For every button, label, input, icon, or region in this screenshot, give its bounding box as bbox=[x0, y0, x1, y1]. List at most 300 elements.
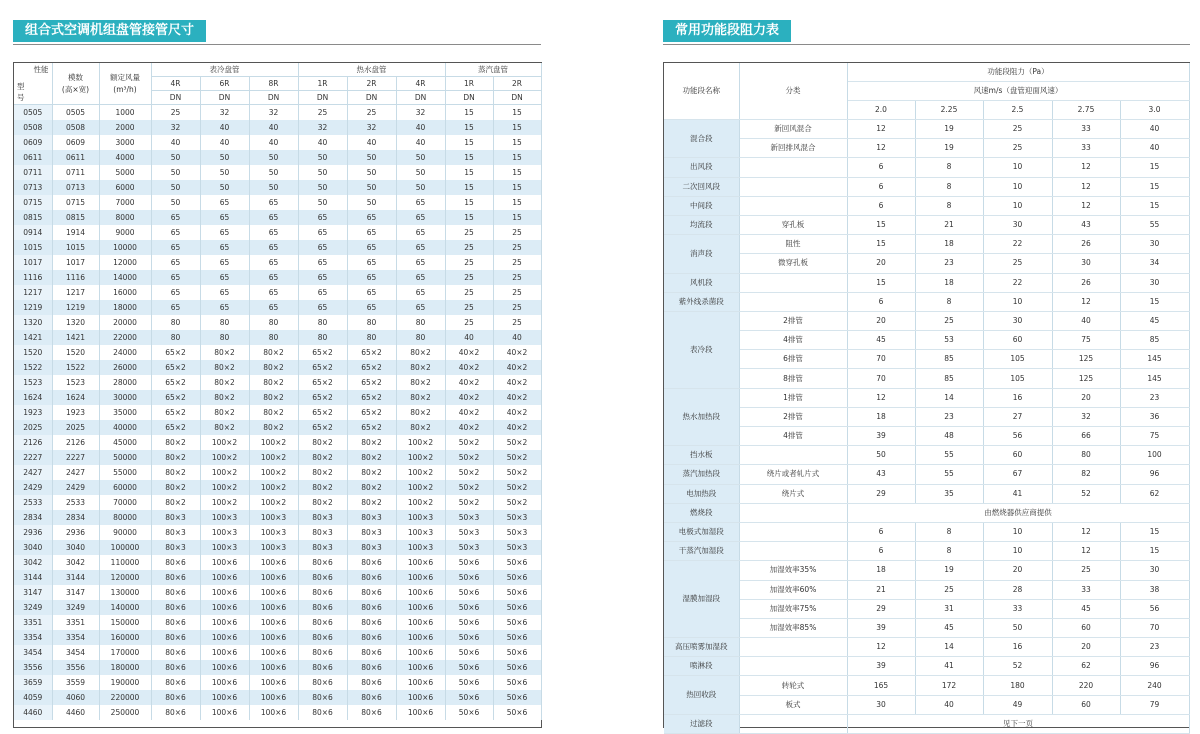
resistance-value: 10 bbox=[983, 292, 1052, 311]
table-cell: 80×2 bbox=[151, 465, 200, 480]
resistance-value: 28 bbox=[983, 580, 1052, 599]
table-cell: 190000 bbox=[99, 675, 151, 690]
model-cell: 3351 bbox=[14, 615, 52, 630]
table-cell: 25 bbox=[445, 270, 493, 285]
header-speed-value: 2.75 bbox=[1052, 101, 1120, 120]
table-cell: 100×3 bbox=[200, 510, 249, 525]
table-cell: 80×6 bbox=[298, 585, 347, 600]
table-cell: 50×6 bbox=[445, 570, 493, 585]
table-cell: 16000 bbox=[99, 285, 151, 300]
resistance-value: 25 bbox=[983, 139, 1052, 158]
table-cell: 65 bbox=[249, 285, 298, 300]
table-cell: 100×2 bbox=[396, 465, 445, 480]
note-cell: 由燃烧器供应商提供 bbox=[847, 503, 1189, 522]
coil-connection-table bbox=[14, 63, 542, 720]
table-row bbox=[14, 600, 541, 615]
table-cell: 28000 bbox=[99, 375, 151, 390]
table-cell: 100×2 bbox=[249, 480, 298, 495]
resistance-value: 6 bbox=[847, 522, 915, 541]
table-cell: 80×2 bbox=[298, 450, 347, 465]
table-cell: 100×2 bbox=[200, 465, 249, 480]
resistance-value: 55 bbox=[915, 446, 983, 465]
table-cell: 65×2 bbox=[298, 375, 347, 390]
table-row bbox=[664, 235, 1189, 254]
table-cell: 65×2 bbox=[151, 345, 200, 360]
table-cell: 1017 bbox=[52, 255, 99, 270]
table-row bbox=[14, 510, 541, 525]
resistance-value: 70 bbox=[847, 350, 915, 369]
table-cell: 25 bbox=[445, 255, 493, 270]
table-cell: 65×2 bbox=[151, 405, 200, 420]
table-row bbox=[664, 120, 1189, 139]
resistance-value: 53 bbox=[915, 331, 983, 350]
table-cell: 25 bbox=[493, 300, 541, 315]
table-cell: 40×2 bbox=[493, 345, 541, 360]
table-row bbox=[14, 285, 541, 300]
table-cell: 65 bbox=[151, 255, 200, 270]
table-cell: 80×6 bbox=[347, 585, 396, 600]
header-air-speed: 风速m/s（盘管迎面风速） bbox=[847, 82, 1189, 101]
table-cell: 65 bbox=[151, 225, 200, 240]
table-cell: 50000 bbox=[99, 450, 151, 465]
model-cell: 0715 bbox=[14, 195, 52, 210]
table-cell: 65 bbox=[200, 210, 249, 225]
table-cell: 50×3 bbox=[493, 510, 541, 525]
table-cell: 20000 bbox=[99, 315, 151, 330]
section-name-cell: 热回收段 bbox=[664, 676, 739, 714]
right-section-header bbox=[663, 20, 1190, 46]
table-cell: 2227 bbox=[52, 450, 99, 465]
table-row bbox=[14, 195, 541, 210]
table-cell: 50 bbox=[347, 165, 396, 180]
section-name-cell: 电加热段 bbox=[664, 484, 739, 503]
section-name-cell: 燃烧段 bbox=[664, 503, 739, 522]
resistance-value: 18 bbox=[915, 273, 983, 292]
table-row bbox=[14, 615, 541, 630]
table-cell: 65×2 bbox=[298, 420, 347, 435]
table-cell: 50×6 bbox=[493, 690, 541, 705]
table-cell: 50 bbox=[298, 180, 347, 195]
category-cell: 阻性 bbox=[739, 235, 847, 254]
table-cell: 100×6 bbox=[249, 585, 298, 600]
table-cell: 2834 bbox=[52, 510, 99, 525]
table-cell: 15 bbox=[493, 180, 541, 195]
resistance-value: 220 bbox=[1052, 676, 1120, 695]
category-cell: 加湿效率75% bbox=[739, 599, 847, 618]
table-cell: 80×6 bbox=[151, 690, 200, 705]
table-cell: 80 bbox=[396, 330, 445, 345]
table-row bbox=[14, 345, 541, 360]
resistance-value: 66 bbox=[1052, 427, 1120, 446]
resistance-value: 31 bbox=[915, 599, 983, 618]
table-cell: 15 bbox=[445, 180, 493, 195]
right-title-underline bbox=[663, 44, 1190, 45]
table-row bbox=[14, 120, 541, 135]
table-row bbox=[14, 690, 541, 705]
resistance-value: 25 bbox=[915, 311, 983, 330]
resistance-value: 82 bbox=[1052, 465, 1120, 484]
resistance-value: 30 bbox=[1052, 254, 1120, 273]
resistance-value: 29 bbox=[847, 484, 915, 503]
table-cell: 80×2 bbox=[151, 495, 200, 510]
table-cell: 80×2 bbox=[396, 345, 445, 360]
table-cell: 65 bbox=[396, 270, 445, 285]
table-cell: 65 bbox=[151, 285, 200, 300]
table-row bbox=[14, 495, 541, 510]
category-cell bbox=[739, 196, 847, 215]
table-cell: 40 bbox=[445, 330, 493, 345]
table-cell: 180000 bbox=[99, 660, 151, 675]
section-name-cell: 二次回风段 bbox=[664, 177, 739, 196]
header-resistance: 功能段阻力（Pa） bbox=[847, 63, 1189, 82]
model-cell: 0611 bbox=[14, 150, 52, 165]
table-cell: 32 bbox=[249, 105, 298, 121]
table-row bbox=[14, 450, 541, 465]
table-row bbox=[14, 105, 541, 121]
table-row bbox=[14, 405, 541, 420]
header-coil-rows: 2R bbox=[493, 77, 541, 91]
resistance-value: 41 bbox=[915, 657, 983, 676]
table-row bbox=[664, 522, 1189, 541]
table-cell: 80×6 bbox=[151, 615, 200, 630]
table-cell: 65 bbox=[298, 300, 347, 315]
model-cell: 1217 bbox=[14, 285, 52, 300]
table-cell: 80000 bbox=[99, 510, 151, 525]
table-cell: 50 bbox=[347, 150, 396, 165]
table-cell: 50×2 bbox=[445, 435, 493, 450]
table-cell: 80×2 bbox=[200, 420, 249, 435]
table-cell: 1000 bbox=[99, 105, 151, 121]
table-cell: 4460 bbox=[52, 705, 99, 720]
table-cell: 100×6 bbox=[396, 705, 445, 720]
table-cell: 80×3 bbox=[347, 525, 396, 540]
table-cell: 65 bbox=[249, 255, 298, 270]
table-cell: 25 bbox=[493, 315, 541, 330]
resistance-value: 30 bbox=[1120, 561, 1189, 580]
table-cell: 50×2 bbox=[493, 465, 541, 480]
model-cell: 1522 bbox=[14, 360, 52, 375]
resistance-value: 6 bbox=[847, 158, 915, 177]
table-cell: 60000 bbox=[99, 480, 151, 495]
resistance-value: 40 bbox=[1052, 311, 1120, 330]
table-cell: 25 bbox=[493, 240, 541, 255]
table-cell: 80×6 bbox=[347, 615, 396, 630]
resistance-value: 15 bbox=[1120, 292, 1189, 311]
table-cell: 25 bbox=[151, 105, 200, 121]
resistance-value: 10 bbox=[983, 522, 1052, 541]
model-cell: 2227 bbox=[14, 450, 52, 465]
model-cell: 3249 bbox=[14, 600, 52, 615]
table-cell: 50 bbox=[396, 150, 445, 165]
resistance-value: 12 bbox=[1052, 158, 1120, 177]
table-cell: 0611 bbox=[52, 150, 99, 165]
table-cell: 65 bbox=[396, 255, 445, 270]
table-cell: 32 bbox=[200, 105, 249, 121]
table-cell: 100×3 bbox=[396, 510, 445, 525]
table-cell: 7000 bbox=[99, 195, 151, 210]
category-cell: 4排管 bbox=[739, 331, 847, 350]
model-cell: 1320 bbox=[14, 315, 52, 330]
section-name-cell: 湿膜加湿段 bbox=[664, 561, 739, 638]
model-cell: 2427 bbox=[14, 465, 52, 480]
table-cell: 80×6 bbox=[347, 675, 396, 690]
resistance-value: 25 bbox=[983, 254, 1052, 273]
left-table-title: 组合式空调机组盘管接管尺寸 bbox=[13, 20, 206, 42]
table-cell: 100×6 bbox=[249, 645, 298, 660]
table-cell: 18000 bbox=[99, 300, 151, 315]
table-row bbox=[14, 525, 541, 540]
table-cell: 100×6 bbox=[200, 615, 249, 630]
table-row bbox=[664, 580, 1189, 599]
resistance-value: 50 bbox=[847, 446, 915, 465]
table-cell: 80×6 bbox=[151, 585, 200, 600]
table-cell: 100×6 bbox=[249, 615, 298, 630]
table-cell: 80×2 bbox=[200, 405, 249, 420]
table-cell: 80×2 bbox=[298, 465, 347, 480]
table-cell: 50×6 bbox=[445, 585, 493, 600]
table-cell: 110000 bbox=[99, 555, 151, 570]
table-cell: 170000 bbox=[99, 645, 151, 660]
table-cell: 100×6 bbox=[396, 555, 445, 570]
table-cell: 45000 bbox=[99, 435, 151, 450]
resistance-value: 22 bbox=[983, 273, 1052, 292]
resistance-value: 52 bbox=[983, 657, 1052, 676]
section-name-cell: 紫外线杀菌段 bbox=[664, 292, 739, 311]
table-cell: 15 bbox=[493, 195, 541, 210]
table-cell: 50 bbox=[151, 150, 200, 165]
resistance-value: 25 bbox=[915, 580, 983, 599]
table-cell: 1522 bbox=[52, 360, 99, 375]
section-name-cell: 挡水板 bbox=[664, 446, 739, 465]
resistance-value: 8 bbox=[915, 542, 983, 561]
table-cell: 15 bbox=[445, 165, 493, 180]
table-cell: 50×6 bbox=[445, 555, 493, 570]
table-cell: 15 bbox=[445, 195, 493, 210]
table-cell: 40000 bbox=[99, 420, 151, 435]
table-cell: 65 bbox=[200, 255, 249, 270]
table-row bbox=[14, 675, 541, 690]
table-cell: 80×2 bbox=[200, 390, 249, 405]
table-row bbox=[14, 150, 541, 165]
header-coil-rows: 8R bbox=[249, 77, 298, 91]
resistance-value: 60 bbox=[1052, 618, 1120, 637]
table-cell: 80 bbox=[200, 315, 249, 330]
table-cell: 1520 bbox=[52, 345, 99, 360]
model-cell: 0505 bbox=[14, 105, 52, 121]
table-cell: 65 bbox=[396, 195, 445, 210]
table-cell: 100×6 bbox=[200, 600, 249, 615]
resistance-value: 16 bbox=[983, 638, 1052, 657]
table-cell: 8000 bbox=[99, 210, 151, 225]
table-cell: 80×3 bbox=[347, 540, 396, 555]
table-cell: 50×3 bbox=[445, 510, 493, 525]
table-cell: 3000 bbox=[99, 135, 151, 150]
table-cell: 80×2 bbox=[249, 375, 298, 390]
table-cell: 65×2 bbox=[298, 405, 347, 420]
table-row bbox=[664, 273, 1189, 292]
model-cell: 1923 bbox=[14, 405, 52, 420]
resistance-value: 35 bbox=[915, 484, 983, 503]
category-cell bbox=[739, 446, 847, 465]
resistance-value: 75 bbox=[1052, 331, 1120, 350]
resistance-value: 240 bbox=[1120, 676, 1189, 695]
table-cell: 65 bbox=[347, 255, 396, 270]
table-cell: 40×2 bbox=[445, 360, 493, 375]
category-cell: 1排管 bbox=[739, 388, 847, 407]
table-cell: 15 bbox=[493, 135, 541, 150]
table-cell: 65 bbox=[298, 240, 347, 255]
header-dn: DN bbox=[249, 91, 298, 105]
table-cell: 80×2 bbox=[298, 495, 347, 510]
table-cell: 50×2 bbox=[493, 435, 541, 450]
table-cell: 100×6 bbox=[249, 690, 298, 705]
resistance-value: 6 bbox=[847, 177, 915, 196]
table-row bbox=[14, 300, 541, 315]
table-cell: 80×3 bbox=[298, 540, 347, 555]
category-cell: 4排管 bbox=[739, 427, 847, 446]
resistance-value: 8 bbox=[915, 158, 983, 177]
table-cell: 15 bbox=[445, 150, 493, 165]
resistance-value: 23 bbox=[1120, 388, 1189, 407]
table-cell: 15 bbox=[493, 120, 541, 135]
table-row bbox=[664, 139, 1189, 158]
table-cell: 25 bbox=[493, 270, 541, 285]
model-cell: 0508 bbox=[14, 120, 52, 135]
model-cell: 2533 bbox=[14, 495, 52, 510]
table-row bbox=[664, 714, 1189, 733]
table-cell: 15 bbox=[445, 105, 493, 121]
table-cell: 50 bbox=[396, 165, 445, 180]
table-cell: 100×6 bbox=[200, 570, 249, 585]
table-cell: 65×2 bbox=[298, 360, 347, 375]
table-row bbox=[664, 561, 1189, 580]
category-cell: 加湿效率60% bbox=[739, 580, 847, 599]
table-cell: 2025 bbox=[52, 420, 99, 435]
table-cell: 0508 bbox=[52, 120, 99, 135]
table-cell: 100×6 bbox=[249, 660, 298, 675]
section-name-cell: 表冷段 bbox=[664, 311, 739, 388]
table-cell: 0711 bbox=[52, 165, 99, 180]
table-cell: 65 bbox=[249, 240, 298, 255]
table-cell: 100×2 bbox=[200, 495, 249, 510]
section-name-cell: 均流段 bbox=[664, 215, 739, 234]
resistance-value: 45 bbox=[1120, 311, 1189, 330]
resistance-value: 30 bbox=[1120, 235, 1189, 254]
resistance-value: 62 bbox=[1052, 657, 1120, 676]
table-row bbox=[14, 705, 541, 720]
model-cell: 1116 bbox=[14, 270, 52, 285]
table-cell: 65 bbox=[396, 300, 445, 315]
table-cell: 50 bbox=[347, 195, 396, 210]
resistance-value: 6 bbox=[847, 542, 915, 561]
table-cell: 2936 bbox=[52, 525, 99, 540]
table-cell: 25 bbox=[347, 105, 396, 121]
section-name-cell: 出风段 bbox=[664, 158, 739, 177]
resistance-value: 40 bbox=[1120, 139, 1189, 158]
resistance-value: 85 bbox=[1120, 331, 1189, 350]
category-cell: 6排管 bbox=[739, 350, 847, 369]
resistance-value: 60 bbox=[1052, 695, 1120, 714]
table-cell: 65 bbox=[347, 270, 396, 285]
table-cell: 25 bbox=[493, 225, 541, 240]
table-cell: 100×6 bbox=[200, 645, 249, 660]
section-name-cell: 干蒸汽加湿段 bbox=[664, 542, 739, 561]
table-cell: 80×2 bbox=[396, 360, 445, 375]
resistance-value: 20 bbox=[847, 311, 915, 330]
resistance-value: 15 bbox=[847, 273, 915, 292]
table-cell: 65 bbox=[298, 285, 347, 300]
table-cell: 80×2 bbox=[347, 495, 396, 510]
table-cell: 80×6 bbox=[347, 630, 396, 645]
table-cell: 65 bbox=[200, 300, 249, 315]
resistance-value: 36 bbox=[1120, 407, 1189, 426]
resistance-value: 70 bbox=[847, 369, 915, 388]
category-cell bbox=[739, 714, 847, 733]
resistance-value: 16 bbox=[983, 388, 1052, 407]
table-cell: 80×3 bbox=[347, 510, 396, 525]
table-cell: 1624 bbox=[52, 390, 99, 405]
model-cell: 1015 bbox=[14, 240, 52, 255]
table-cell: 40 bbox=[347, 135, 396, 150]
table-cell: 80×6 bbox=[298, 705, 347, 720]
model-cell: 4460 bbox=[14, 705, 52, 720]
resistance-value: 30 bbox=[983, 311, 1052, 330]
header-coil-rows: 2R bbox=[347, 77, 396, 91]
table-cell: 12000 bbox=[99, 255, 151, 270]
table-cell: 50×2 bbox=[493, 450, 541, 465]
table-cell: 65 bbox=[200, 225, 249, 240]
table-cell: 140000 bbox=[99, 600, 151, 615]
model-cell: 2936 bbox=[14, 525, 52, 540]
table-cell: 15 bbox=[493, 165, 541, 180]
table-cell: 80×2 bbox=[249, 390, 298, 405]
category-cell bbox=[739, 273, 847, 292]
table-cell: 1320 bbox=[52, 315, 99, 330]
resistance-value: 12 bbox=[1052, 177, 1120, 196]
table-cell: 65 bbox=[396, 210, 445, 225]
resistance-value: 10 bbox=[983, 177, 1052, 196]
resistance-value: 30 bbox=[983, 215, 1052, 234]
note-cell: 见下一页 bbox=[847, 714, 1189, 733]
left-title-underline bbox=[13, 44, 541, 45]
table-cell: 50×6 bbox=[445, 615, 493, 630]
table-cell: 100×6 bbox=[396, 585, 445, 600]
table-cell: 80×6 bbox=[151, 705, 200, 720]
table-cell: 3042 bbox=[52, 555, 99, 570]
table-cell: 100×6 bbox=[396, 690, 445, 705]
header-performance-model bbox=[14, 63, 52, 105]
table-row bbox=[664, 388, 1189, 407]
table-cell: 25 bbox=[298, 105, 347, 121]
table-cell: 25 bbox=[493, 255, 541, 270]
table-cell: 100×6 bbox=[396, 645, 445, 660]
table-cell: 150000 bbox=[99, 615, 151, 630]
table-cell: 100×3 bbox=[396, 540, 445, 555]
table-row bbox=[664, 331, 1189, 350]
table-cell: 40×2 bbox=[445, 420, 493, 435]
table-row bbox=[14, 240, 541, 255]
table-cell: 0715 bbox=[52, 195, 99, 210]
resistance-value: 6 bbox=[847, 196, 915, 215]
table-row bbox=[664, 542, 1189, 561]
table-cell: 65 bbox=[249, 195, 298, 210]
header-dn: DN bbox=[445, 91, 493, 105]
table-cell: 65 bbox=[200, 270, 249, 285]
table-cell: 2427 bbox=[52, 465, 99, 480]
model-cell: 1523 bbox=[14, 375, 52, 390]
table-cell: 80×2 bbox=[249, 360, 298, 375]
section-name-cell: 风机段 bbox=[664, 273, 739, 292]
